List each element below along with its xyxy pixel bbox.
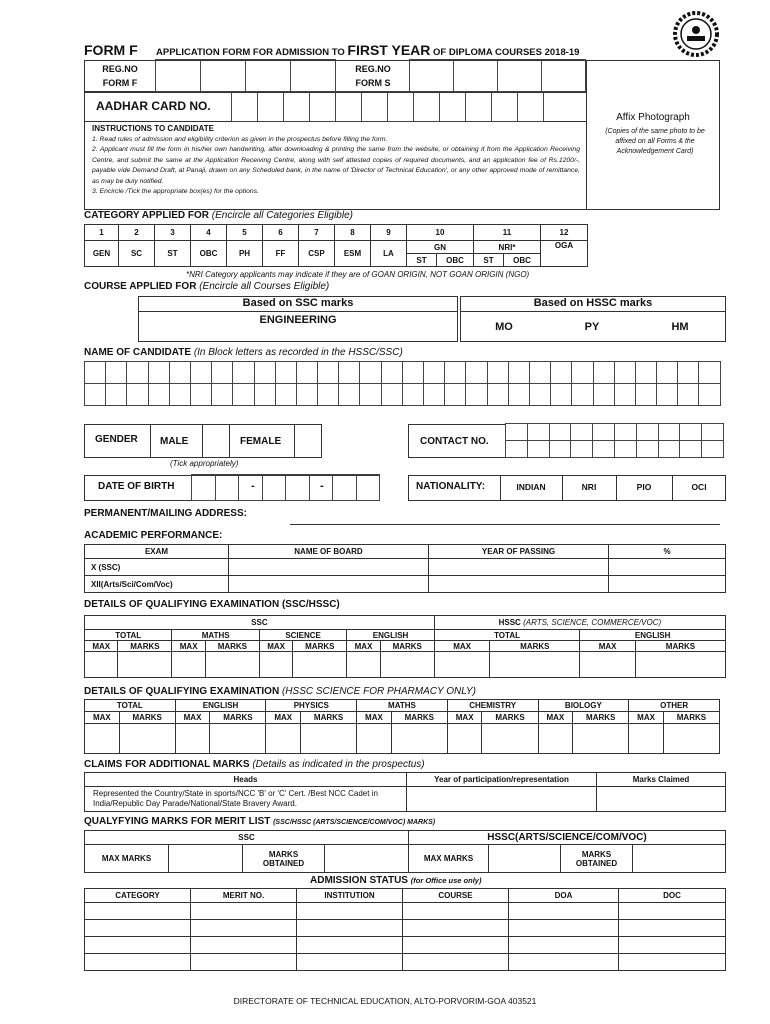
instructions-text: 1. Read rules of admission and eligibility criterion as given in the prospectus before filling the form. 2. Applicant must fill the form in his/her own handwriting, after downloading & printing the same from the website, or obtaining it from the Application Receiving Centre, and submit the same at the Application Receiving Centre, along with self attested copies of required documents, and an application fee of Rs.1200/-, payable vide Demand Draft, at Panaji, drawn on any Scheduled bank, in the name of 'Director of Technical Education', or any other approved mode of remittance, as may be duly notified. 3. Encircle /Tick the appropriate box(es) for the options. bbox=[92, 136, 580, 196]
reg-form-s-label: REG.NO FORM S bbox=[355, 64, 391, 88]
qual1-title: DETAILS OF QUALIFYING EXAMINATION (SSC/HSSC) bbox=[84, 599, 340, 610]
gender-male: MALE bbox=[160, 436, 189, 447]
cat-gn-st[interactable]: ST bbox=[407, 254, 437, 267]
reg-f-boxes[interactable] bbox=[156, 60, 336, 92]
course-py[interactable]: PY bbox=[584, 321, 600, 333]
dob-boxes[interactable] bbox=[192, 475, 380, 501]
course-title: COURSE APPLIED FOR (Encircle all Courses Eligible) bbox=[84, 281, 330, 292]
merit-table: SSC HSSC(ARTS/SCIENCE/COM/VOC) MAX MARKS MARKS OBTAINED MAX MARKS MARKS OBTAINED bbox=[84, 830, 726, 873]
contact-label: CONTACT NO. bbox=[420, 436, 489, 447]
nri-note: *NRI Category applicants may indicate if they are of GOAN ORIGIN, NOT GOAN ORIGIN (NGO) bbox=[186, 270, 530, 279]
dob-label: DATE OF BIRTH bbox=[98, 481, 175, 492]
cat-la[interactable]: LA bbox=[371, 241, 407, 267]
course-engineering[interactable]: ENGINEERING bbox=[259, 314, 337, 326]
female-checkbox[interactable] bbox=[294, 424, 322, 458]
status-table: CATEGORY MERIT NO. INSTITUTION COURSE DOA DOC bbox=[84, 888, 726, 971]
photo-note: (Copies of the same photo to be affixed on all Forms & the Acknowledgement Card) bbox=[605, 128, 705, 155]
tick-hint: (Tick appropriately) bbox=[170, 459, 239, 468]
cat-ph[interactable]: PH bbox=[227, 241, 263, 267]
nat-oci[interactable]: OCI bbox=[691, 482, 707, 492]
reg-s-boxes[interactable] bbox=[410, 60, 586, 92]
cat-esm[interactable]: ESM bbox=[335, 241, 371, 267]
course-mo[interactable]: MO bbox=[495, 321, 513, 333]
contact-boxes[interactable] bbox=[506, 424, 724, 458]
nat-indian[interactable]: INDIAN bbox=[516, 482, 546, 492]
nationality-label: NATIONALITY: bbox=[416, 481, 486, 492]
nat-nri[interactable]: NRI bbox=[581, 482, 597, 492]
name-boxes[interactable] bbox=[85, 362, 721, 406]
category-table: 1 2 3 4 5 6 7 8 9 10 11 12 GEN SC ST OBC PH FF CSP ESM LA GN NRI* OGA ST OBC ST OBC bbox=[84, 224, 588, 267]
dte-logo bbox=[672, 10, 720, 58]
dob-dash-2: - bbox=[320, 480, 324, 492]
male-checkbox[interactable] bbox=[202, 424, 230, 458]
cat-nri-obc[interactable]: OBC bbox=[504, 254, 541, 267]
merit-title: QUALYFYING MARKS FOR MERIT LIST (SSC/HSSC (ARTS/SCIENCE/COM/VOC) MARKS) bbox=[84, 816, 436, 827]
academic-title: ACADEMIC PERFORMANCE: bbox=[84, 530, 223, 541]
address-line[interactable] bbox=[290, 524, 720, 525]
name-title: NAME OF CANDIDATE (In Block letters as recorded in the HSSC/SSC) bbox=[84, 347, 403, 358]
cat-gn-obc[interactable]: OBC bbox=[437, 254, 474, 267]
photo-label: Affix Photograph bbox=[616, 112, 690, 123]
instructions-title: INSTRUCTIONS TO CANDIDATE bbox=[92, 124, 214, 133]
cat-st[interactable]: ST bbox=[155, 241, 191, 267]
aadhar-label: AADHAR CARD NO. bbox=[96, 99, 211, 113]
hssc-course-header: Based on HSSC marks bbox=[533, 297, 653, 309]
form-title: FORM F bbox=[84, 42, 138, 58]
claims-table: Heads Year of participation/representation Marks Claimed Represented the Country/State in sports/NCC 'B' or 'C' Cert. /Best NCC Cadet in India/Republic Day Parade/National/State Bravery Award. bbox=[84, 772, 726, 812]
cat-gen[interactable]: GEN bbox=[85, 241, 119, 267]
gender-label: GENDER bbox=[95, 434, 138, 445]
qual2-table: TOTAL ENGLISH PHYSICS MATHS CHEMISTRY BIOLOGY OTHER MAX MARKS MAX MARKS MAX MARKS MAX MARKS MAX MARKS MAX MARKS MAX MARKS bbox=[84, 699, 720, 754]
cat-ff[interactable]: FF bbox=[263, 241, 299, 267]
cat-csp[interactable]: CSP bbox=[299, 241, 335, 267]
status-title: ADMISSION STATUS (for Office use only) bbox=[310, 875, 482, 886]
nat-pio[interactable]: PIO bbox=[636, 482, 652, 492]
footer: DIRECTORATE OF TECHNICAL EDUCATION, ALTO-PORVORIM-GOA 403521 bbox=[233, 996, 537, 1006]
qual2-title: DETAILS OF QUALIFYING EXAMINATION (HSSC SCIENCE FOR PHARMACY ONLY) bbox=[84, 686, 476, 697]
category-title: CATEGORY APPLIED FOR (Encircle all Categories Eligible) bbox=[84, 210, 353, 221]
dob-dash-1: - bbox=[251, 480, 255, 492]
cat-obc[interactable]: OBC bbox=[191, 241, 227, 267]
course-hm[interactable]: HM bbox=[671, 321, 689, 333]
cat-sc[interactable]: SC bbox=[119, 241, 155, 267]
reg-form-f-label: REG.NO FORM F bbox=[102, 64, 138, 88]
aadhar-boxes[interactable] bbox=[232, 92, 544, 122]
academic-table: EXAM NAME OF BOARD YEAR OF PASSING % X (SSC) XII(Arts/Sci/Com/Voc) bbox=[84, 544, 726, 593]
claims-title: CLAIMS FOR ADDITIONAL MARKS (Details as indicated in the prospectus) bbox=[84, 759, 425, 770]
address-label: PERMANENT/MAILING ADDRESS: bbox=[84, 508, 247, 519]
qual1-table: SSC HSSC (ARTS, SCIENCE, COMMERCE/VOC) TOTAL MATHS SCIENCE ENGLISH TOTAL ENGLISH MAX MARKS MAX MARKS MAX MARKS MAX MARKS MAX MARKS MAX MARKS bbox=[84, 615, 726, 678]
cat-oga[interactable]: OGA bbox=[541, 241, 588, 267]
application-title: APPLICATION FORM FOR ADMISSION TO FIRST YEAR OF DIPLOMA COURSES 2018-19 bbox=[156, 42, 580, 58]
gender-female: FEMALE bbox=[240, 436, 282, 447]
cat-nri-st[interactable]: ST bbox=[474, 254, 504, 267]
ssc-course-header: Based on SSC marks bbox=[242, 297, 354, 309]
